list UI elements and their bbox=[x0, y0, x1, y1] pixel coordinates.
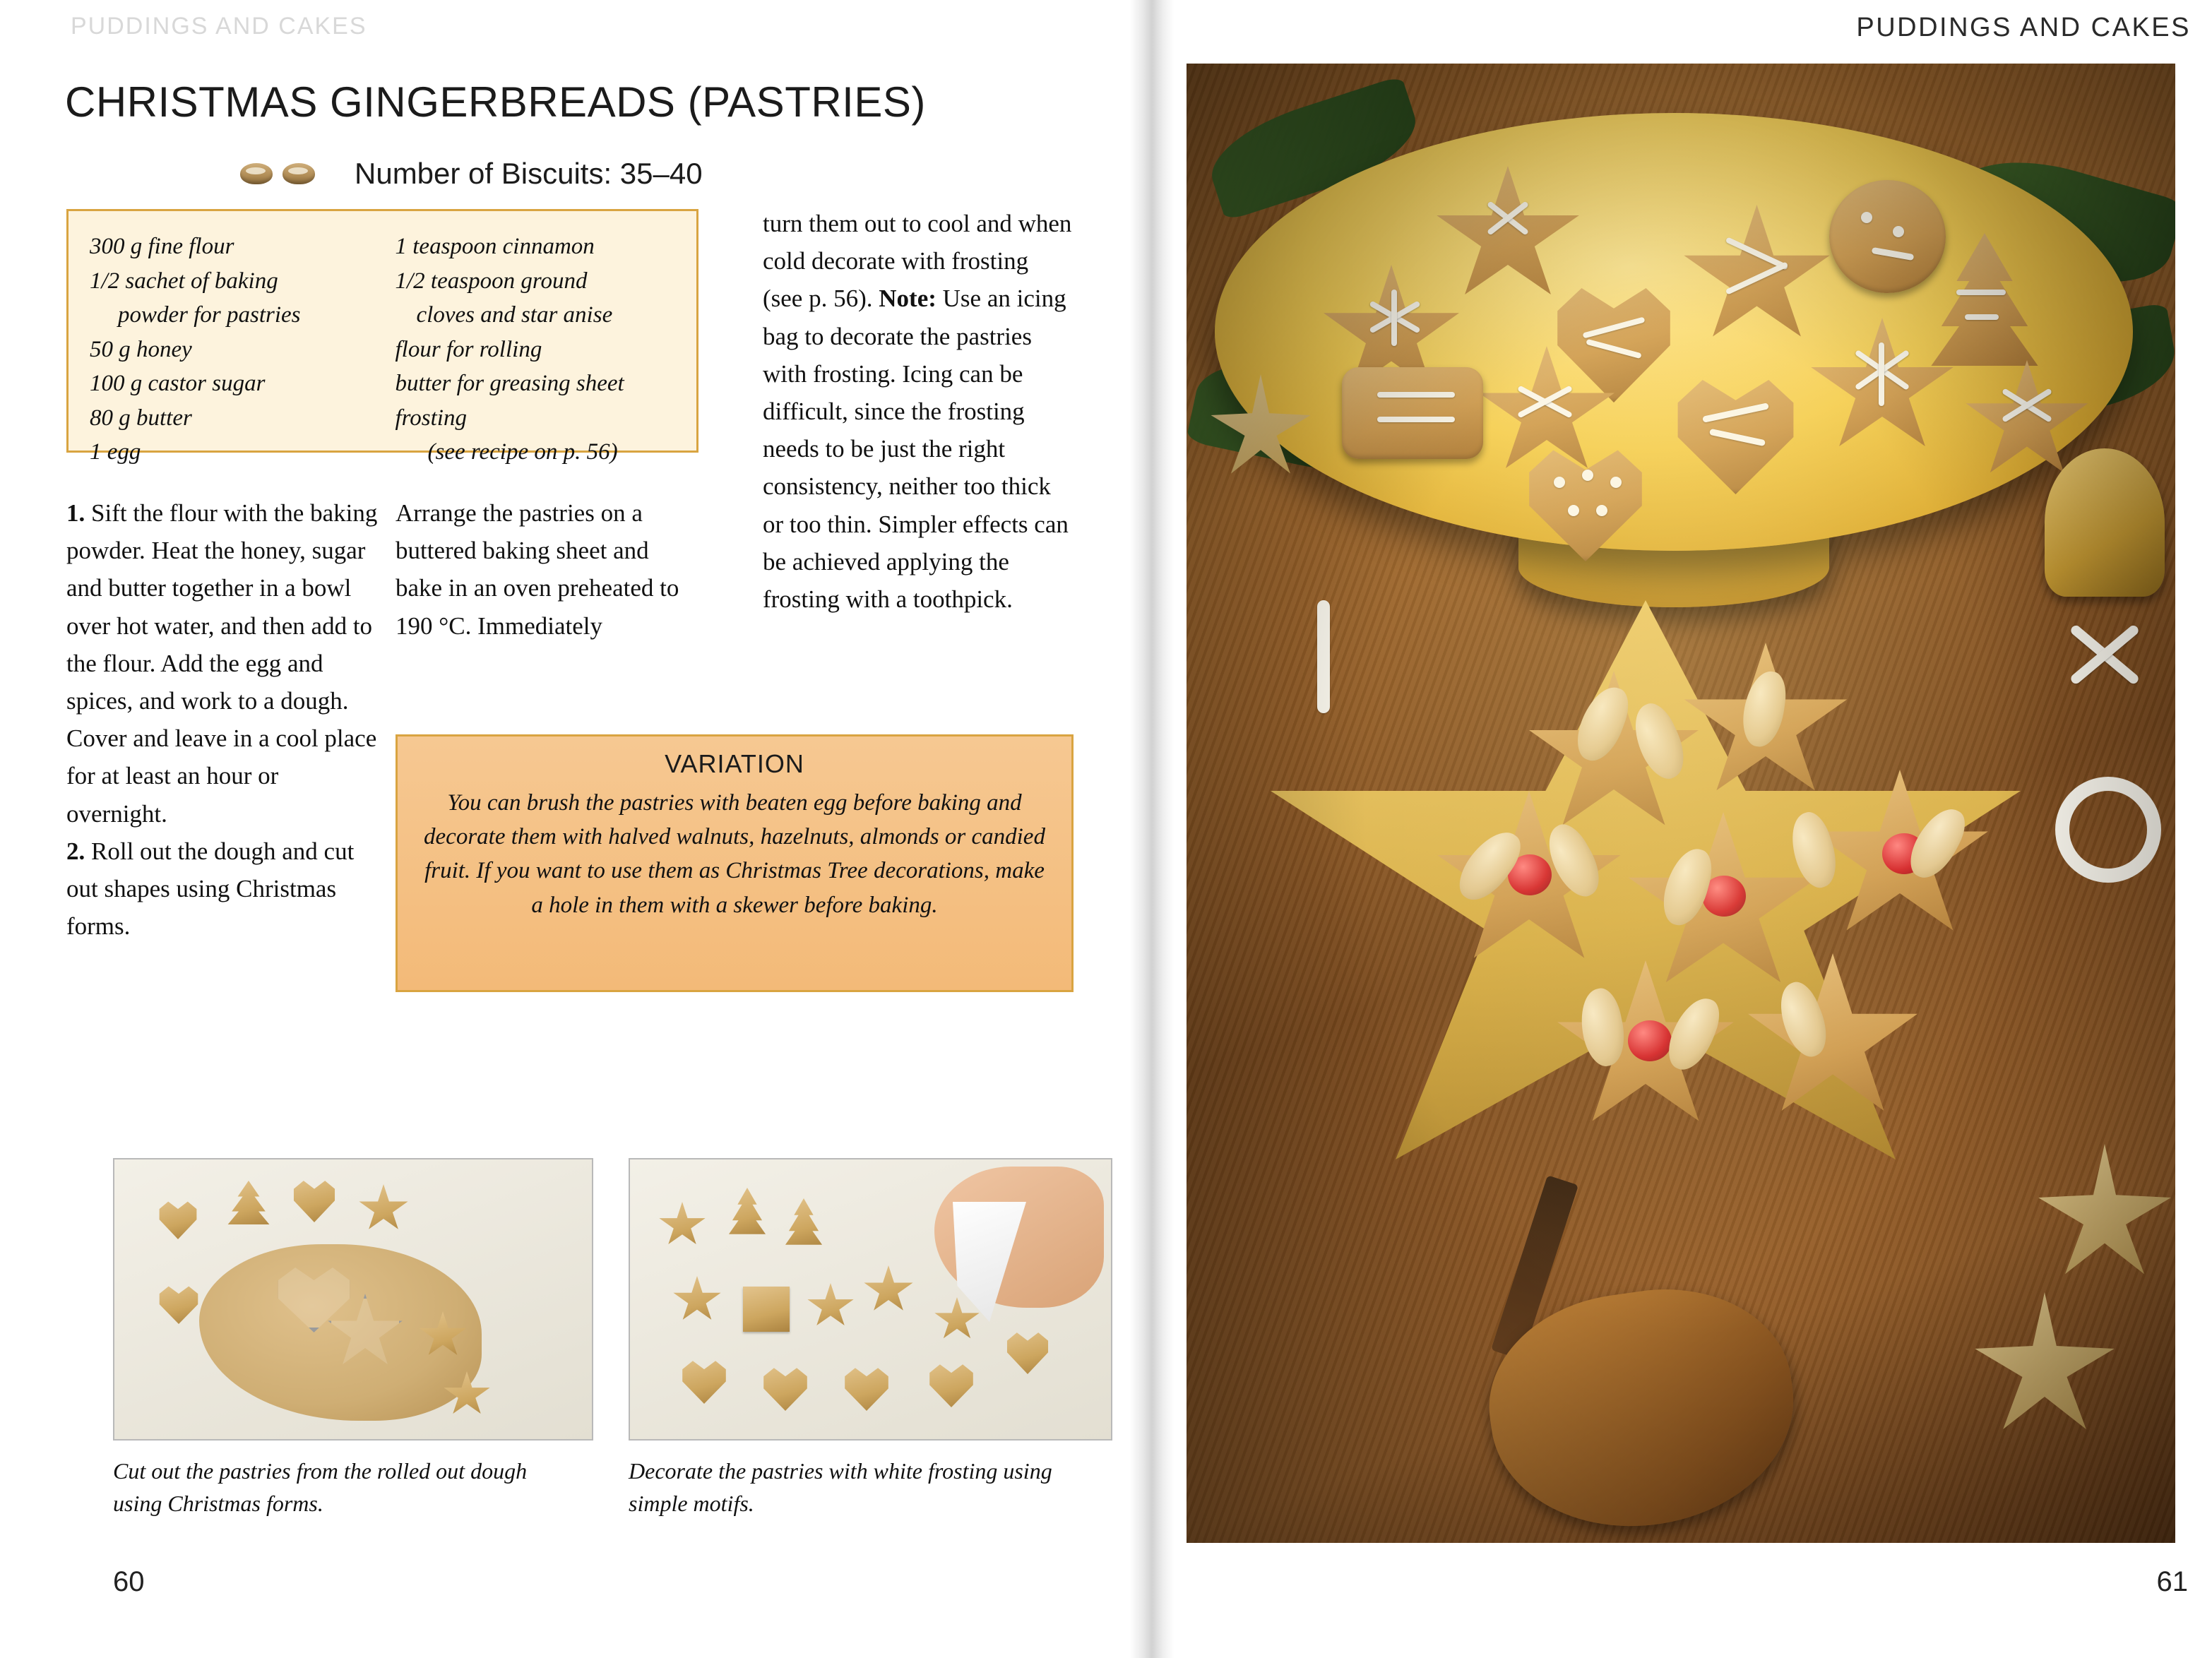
caption-decorate: Decorate the pastries with white frosting using simple motifs. bbox=[629, 1458, 1052, 1517]
ingredient-item: 1 teaspoon cinnamon bbox=[395, 234, 595, 259]
ingredient-item: flour for rolling bbox=[395, 336, 542, 362]
ingredients-column-1 bbox=[90, 229, 374, 470]
yield-label: Number of Biscuits: 35–40 bbox=[355, 157, 703, 190]
step-number-2: 2. bbox=[66, 837, 85, 865]
cookie-icon bbox=[240, 163, 273, 184]
book-gutter bbox=[1130, 0, 1174, 1658]
ingredients-box bbox=[66, 209, 698, 465]
ingredient-item: 80 g butter bbox=[90, 405, 192, 431]
christmas-gingerbread-platter-photo bbox=[1187, 64, 2175, 1543]
method-column-c bbox=[763, 205, 1074, 618]
running-head-left: PUDDINGS AND CAKES bbox=[71, 13, 367, 40]
variation-title: VARIATION bbox=[665, 749, 804, 778]
cut-out-pastries-photo bbox=[113, 1158, 593, 1441]
note-label: Note: bbox=[879, 285, 936, 313]
note-text: Use an icing bag to decorate the pastries with frosting. Icing can be difficult, since the frosting needs to be just the right consistency, neither too thick or too thin. Simpler effects can be achieved applying the frosting with a toothpick. bbox=[763, 285, 1069, 613]
ingredient-item: 100 g castor sugar bbox=[90, 371, 266, 396]
right-page bbox=[1174, 0, 2212, 1658]
ingredient-item-cont: cloves and star anise bbox=[416, 302, 613, 328]
ingredient-item: 300 g fine flour bbox=[90, 234, 234, 259]
ingredient-item: 50 g honey bbox=[90, 336, 192, 362]
page-number-left: 60 bbox=[113, 1566, 145, 1597]
step-number-1: 1. bbox=[66, 499, 85, 527]
method-column-b: Arrange the pastries on a buttered baking sheet and bake in an oven preheated to 190 °C. Immediately bbox=[396, 499, 679, 640]
yield-line bbox=[240, 157, 703, 191]
decorate-pastries-photo bbox=[629, 1158, 1112, 1441]
ingredient-item: butter for greasing sheet bbox=[395, 371, 624, 396]
method-column-a bbox=[66, 494, 384, 945]
variation-box bbox=[396, 734, 1074, 992]
ingredient-item: 1/2 teaspoon ground bbox=[395, 268, 588, 294]
cookie-icon bbox=[283, 163, 315, 184]
photo-vignette bbox=[1187, 64, 2175, 1543]
ingredient-reference: (see recipe on p. 56) bbox=[427, 439, 618, 465]
page-number-right: 61 bbox=[2156, 1566, 2188, 1597]
ingredients-column-2 bbox=[396, 229, 680, 470]
step-text-1: Sift the flour with the baking powder. Heat the honey, sugar and butter together in a bowl over hot water, and then add to the flour. Add the egg and spices, and work to a dough. Cover and leave in a cool place for at least an hour or overnight. bbox=[66, 499, 378, 828]
variation-text: You can brush the pastries with beaten egg before baking and decorate them with halved walnuts, hazelnuts, almonds or candied fruit. If you want to use them as Christmas Tree decorations, make a hole in them with a skewer before baking. bbox=[424, 790, 1045, 918]
mini-cookie bbox=[743, 1287, 790, 1332]
ingredient-item: 1 egg bbox=[90, 439, 141, 465]
method-text-continued: turn them out to cool and when cold decorate with frosting (see p. 56). bbox=[763, 210, 1072, 313]
ingredient-item-cont: powder for pastries bbox=[118, 302, 301, 328]
ingredient-item: frosting bbox=[395, 405, 467, 431]
caption-cut-out: Cut out the pastries from the rolled out dough using Christmas forms. bbox=[113, 1458, 528, 1517]
step-text-2: Roll out the dough and cut out shapes using Christmas forms. bbox=[66, 837, 355, 941]
running-head-right: PUDDINGS AND CAKES bbox=[1856, 13, 2191, 42]
page-title: CHRISTMAS GINGERBREADS (PASTRIES) bbox=[65, 78, 926, 126]
ingredient-item: 1/2 sachet of baking bbox=[90, 268, 278, 294]
